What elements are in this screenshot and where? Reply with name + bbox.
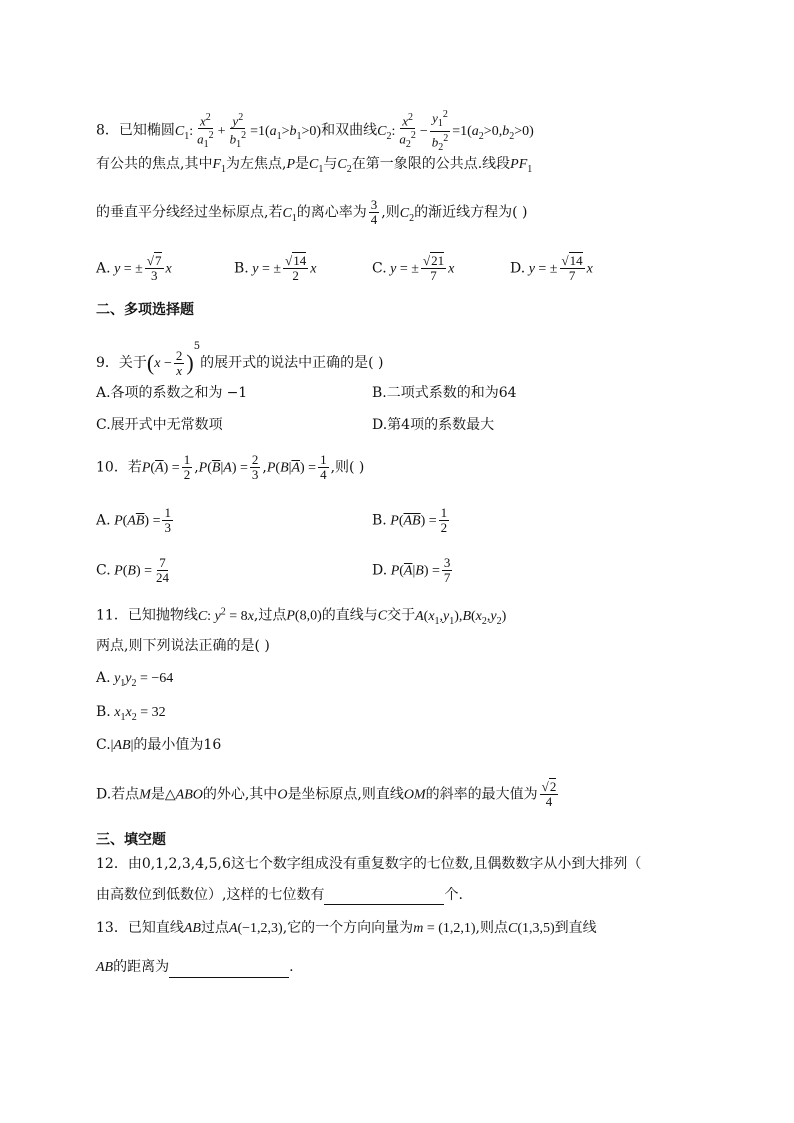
- math-hyperbola: $C_2$: $\frac{x^2}{a_2^2}$ − $\frac{y_1^2}{b_2^2}$ $=1(a_2>0,b_2>0)$: [377, 109, 534, 153]
- q10-stem: 10．若$P(\overline{A})$ = $\frac{1}{2}$ $,P(\overline{B}|A)$ = $\frac{2}{3}$ $,P(B|\overline{A})$ = $\frac{1}{4}$ ,则( ): [96, 452, 365, 482]
- q8-text7: 在第一象限的公共点.线段: [351, 156, 511, 172]
- q8-text9: 的离心率为: [296, 204, 367, 221]
- q9-option-d: D.第4项的系数最大: [372, 417, 495, 433]
- q11-option-c: C.|AB|的最小值为16: [96, 737, 222, 753]
- q8-option-b: B. y = ± $\frac{√14}{2}$ x: [234, 253, 317, 283]
- q8-option-a: A. y = ± $\frac{√7}{3}$ x: [96, 253, 172, 283]
- answer-blank[interactable]: [169, 963, 289, 978]
- q10-option-a: A. $P(A\overline{B})$ = $\frac{1}{3}$: [96, 505, 171, 535]
- q11-line2: 两点,则下列说法正确的是( ): [96, 638, 270, 654]
- q8-line2: 有公共的焦点,其中$F_1$为左焦点,P是$C_1$与$C_2$在第一象限的公共点.线段$PF_1$: [96, 156, 533, 175]
- answer-blank[interactable]: [324, 890, 444, 905]
- q11-option-d: D.若点M是△ABO的外心,其中O是坐标原点,则直线OM的斜率的最大值为 $\frac{√2}{4}$: [96, 779, 557, 809]
- q11-option-b: B. $x_1x_2 = 32$: [96, 704, 166, 723]
- q8-text10: ,则: [381, 204, 400, 221]
- q10-option-d: D. $P(\overline{A}|B)$ = $\frac{3}{7}$: [372, 555, 451, 585]
- q12-line1: 12．由0,1,2,3,4,5,6这七个数字组成没有重复数字的七位数,且偶数数字从小到大排列（: [96, 856, 642, 872]
- section-heading: 二、多项选择题: [96, 302, 194, 318]
- q10-option-c: C. P(B) = $\frac{7}{24}$: [96, 555, 170, 585]
- q9-option-c: C.展开式中无常数项: [96, 417, 223, 433]
- q9-stem: 9．关于(x − $\frac{2}{x}$ )$^5$的展开式的说法中正确的是( ): [96, 341, 384, 378]
- math-ellipse: $C_1$: $\frac{x^2}{a_1^2}$ + $\frac{y^2}{b_1^2}$ $=1(a_1>b_1>0)$: [174, 111, 322, 151]
- q12-line2: 由高数位到低数位）,这样的七位数有 个.: [96, 887, 463, 903]
- question-number: 8．: [96, 122, 119, 139]
- q8-text8: 的垂直平分线经过坐标原点,若: [96, 204, 283, 221]
- q8-text6: 与: [323, 156, 338, 172]
- q8-line3: 的垂直平分线经过坐标原点,若$C_1$的离心率为 $\frac{3}{4}$ ,则$C_2$的渐近线方程为( ): [96, 197, 528, 227]
- q9-option-a: A.各项的系数之和为 −1: [96, 385, 248, 401]
- q13-line2: AB的距离为 .: [96, 957, 294, 978]
- q8-option-d: D. y = ± $\frac{√14}{7}$ x: [510, 253, 593, 283]
- q9-option-b: B.二项式系数的和为64: [372, 385, 517, 401]
- q8-option-c: C. y = ± $\frac{√21}{7}$ x: [372, 253, 455, 283]
- q8-text2: 和双曲线: [321, 122, 378, 139]
- q11-stem: 11．已知抛物线C: $y^2 = 8x$,过点P(8,0)的直线与C交于$A(x_1,y_1),B(x_2,y_2)$: [96, 606, 507, 627]
- q8-text4: 为左焦点,: [226, 156, 287, 172]
- q8-text3: 有公共的焦点,其中: [96, 156, 213, 172]
- q10-option-b: B. $P(\overline{AB})$ = $\frac{1}{2}$: [372, 505, 448, 535]
- q8-text5: 是: [295, 156, 310, 172]
- q8-line1: [96, 108, 534, 155]
- q8-text: 已知椭圆: [118, 122, 175, 139]
- q13-line1: 13．已知直线AB过点A(−1,2,3),它的一个方向向量为m = (1,2,1),则点C(1,3,5)到直线: [96, 920, 597, 936]
- section-heading: 三、填空题: [96, 832, 166, 848]
- q8-text11: 的渐近线方程为( ): [414, 204, 528, 221]
- q11-option-a: A. $y_1y_2 = -64$: [96, 670, 174, 689]
